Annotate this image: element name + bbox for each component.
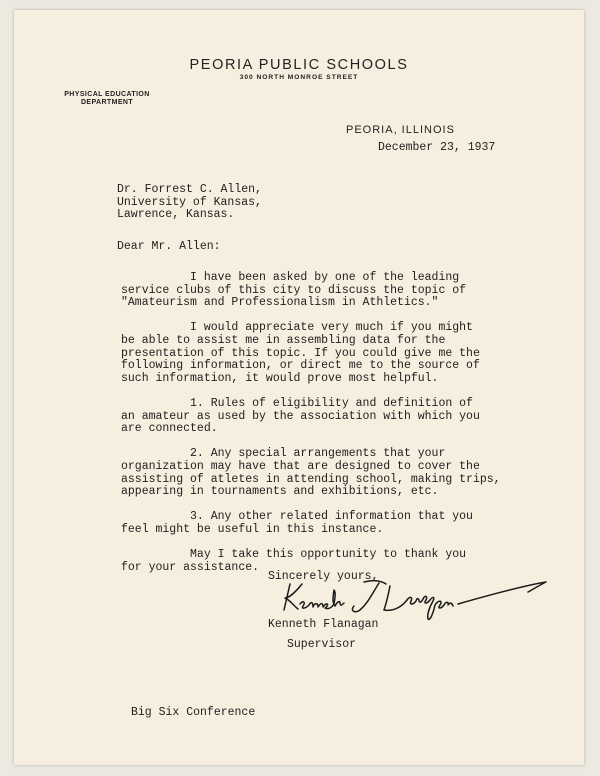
letter-page [14,10,584,765]
letter-body: I have been asked by one of the leading service clubs of this city to discuss the topic of "Amateurism and Professionalism in Athletics." I would appreciate very much if you might be able to assist me in assembling data for the presentation of this topic. If you could give me the following information, or direct me to the source of such information, it would prove most helpful. 1. Rules of eligibility and definition of an amateur as used by the association with which you are connected. 2. Any special arrangements that your organization may have that are designed to cover the assisting of atletes in attending school, making trips, appearing in tournaments and exhibitions, etc. 3. Any other related information that you feel might be useful in this instance. May I take this opportunity to thank you for your assistance. [121,271,501,574]
footer-note: Big Six Conference [131,706,256,719]
closing: Sincerely yours, [268,570,379,583]
letterhead-city: PEORIA, ILLINOIS [346,124,455,136]
letterhead-department: PHYSICAL EDUCATION DEPARTMENT [64,91,150,106]
letterhead-address: 300 NORTH MONROE STREET [239,74,359,81]
letter-date: December 23, 1937 [378,141,496,154]
signer-name: Kenneth Flanagan [268,618,379,631]
salutation: Dear Mr. Allen: [117,240,221,253]
signer-title: Supervisor [287,638,357,651]
recipient-address: Dr. Forrest C. Allen, University of Kansas, Lawrence, Kansas. [117,183,262,222]
letterhead-organization: PEORIA PUBLIC SCHOOLS [189,57,409,73]
